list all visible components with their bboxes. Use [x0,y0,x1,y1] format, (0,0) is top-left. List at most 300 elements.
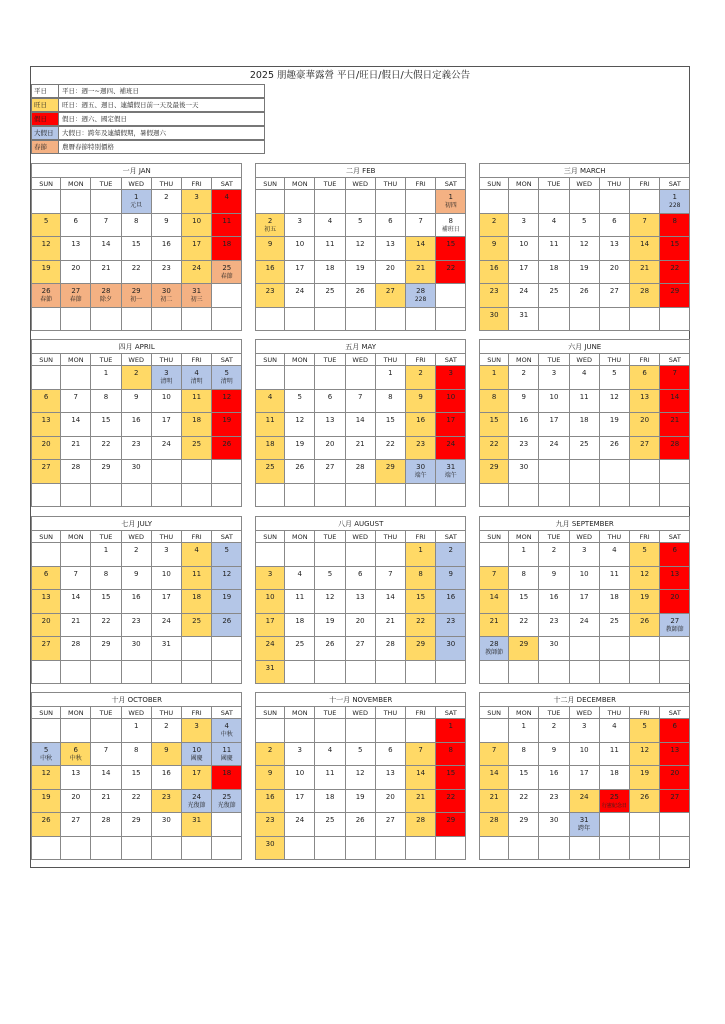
day-cell [91,614,121,638]
day-number: 18 [295,616,305,625]
day-number: 5 [357,745,363,754]
day-cell [660,543,690,567]
day-number: 26 [609,439,619,448]
day-cell [212,390,242,414]
empty-cell [509,837,539,861]
day-cell [91,790,121,814]
day-number: 9 [267,240,273,248]
day-cell [376,766,406,790]
day-number: 14 [71,416,81,424]
day-cell [376,637,406,661]
day-cell [122,284,152,308]
day-cell [600,590,630,614]
empty-cell [61,543,91,567]
day-cell [346,460,376,484]
empty-cell [346,719,376,743]
empty-cell [31,308,61,332]
day-cell [91,366,121,390]
day-cell [660,390,690,414]
day-cell [122,413,152,437]
day-cell [255,637,285,661]
day-number: 24 [295,287,305,295]
day-cell [122,766,152,790]
day-cell [570,567,600,591]
day-number: 27 [385,816,395,824]
day-number: 10 [161,569,171,578]
day-cell [182,284,212,308]
empty-cell [182,837,212,861]
day-cell [122,460,152,484]
weekday-header: THU [376,531,406,543]
day-cell [122,237,152,261]
month-title: 十一月 NOVEMBER [255,692,466,707]
day-number: 11 [549,240,559,248]
empty-cell [479,190,509,214]
day-cell [122,614,152,638]
day-number: 24 [549,439,559,448]
empty-cell [630,460,660,484]
day-number: 20 [385,263,395,272]
day-number: 30 [161,816,171,824]
day-number: 17 [192,769,202,777]
day-cell [182,813,212,837]
day-number: 24 [161,439,171,448]
day-cell [285,460,315,484]
day-number: 23 [416,439,426,448]
day-cell [509,614,539,638]
empty-cell [376,190,406,214]
day-cell [182,366,212,390]
day-number: 20 [41,616,51,625]
empty-cell [152,460,182,484]
day-cell [660,766,690,790]
day-number: 3 [521,216,527,225]
day-number: 11 [222,216,232,225]
day-cell [600,437,630,461]
day-cell [212,366,242,390]
day-number: 29 [446,816,456,824]
weekday-header: SUN [479,707,509,719]
day-note: 跨年 [578,825,591,832]
day-cell [285,261,315,285]
day-number: 28 [355,463,365,471]
day-cell [479,766,509,790]
day-cell [436,413,466,437]
day-cell [61,790,91,814]
day-cell [436,790,466,814]
day-cell [212,614,242,638]
day-cell [509,284,539,308]
day-cell [660,743,690,767]
day-number: 10 [295,769,305,777]
day-number: 8 [491,392,497,401]
empty-cell [255,719,285,743]
day-cell [630,366,660,390]
day-number: 16 [549,769,559,777]
day-cell [255,790,285,814]
day-number: 28 [640,287,650,295]
day-cell [436,437,466,461]
day-cell [255,413,285,437]
day-number: 8 [448,745,454,754]
day-cell [61,261,91,285]
day-number: 29 [101,463,111,471]
day-cell [479,567,509,591]
day-number: 7 [357,392,363,401]
weekday-header: FRI [406,178,436,190]
day-number: 24 [579,616,589,625]
day-cell [285,390,315,414]
day-number: 23 [131,439,141,448]
day-number: 13 [71,240,81,248]
day-cell [285,614,315,638]
day-cell [31,766,61,790]
day-number: 23 [161,792,171,801]
day-cell [315,813,345,837]
day-cell [285,743,315,767]
empty-cell [315,661,345,685]
empty-cell [346,661,376,685]
day-cell [539,719,569,743]
day-number: 11 [222,745,232,754]
day-number: 14 [416,769,426,777]
empty-cell [182,308,212,332]
day-number: 30 [131,463,141,471]
day-number: 9 [418,392,423,401]
weekday-header: TUE [91,178,121,190]
day-cell [152,284,182,308]
day-cell [509,719,539,743]
day-cell [479,214,509,238]
empty-cell [570,484,600,508]
empty-cell [315,190,345,214]
empty-cell [376,719,406,743]
day-cell [630,614,660,638]
day-cell [212,790,242,814]
empty-cell [600,661,630,685]
day-cell [122,813,152,837]
day-number: 15 [101,593,111,601]
day-number: 10 [161,392,171,401]
day-number: 14 [489,593,499,601]
day-number: 16 [549,593,559,601]
day-cell [406,413,436,437]
day-cell [31,743,61,767]
day-cell [660,284,690,308]
day-number: 20 [325,439,335,448]
day-number: 20 [41,439,51,448]
day-number: 28 [670,439,680,448]
day-cell [539,637,569,661]
day-number: 2 [551,546,557,554]
day-number: 28 [489,640,499,648]
day-cell [600,366,630,390]
day-cell [61,567,91,591]
day-number: 21 [71,439,81,448]
day-number: 15 [519,769,529,777]
empty-cell [436,661,466,685]
weekday-header: SAT [660,707,690,719]
day-number: 1 [133,722,139,730]
empty-cell [570,308,600,332]
day-cell [255,590,285,614]
empty-cell [31,190,61,214]
empty-cell [539,661,569,685]
day-cell [31,214,61,238]
empty-cell [660,813,690,837]
empty-cell [630,661,660,685]
weekday-header: WED [122,178,152,190]
day-cell [122,190,152,214]
day-cell [630,261,660,285]
day-number: 1 [448,193,454,201]
month-title: 九月 SEPTEMBER [479,516,690,531]
day-number: 12 [222,569,232,578]
weekday-header: MON [61,178,91,190]
day-number: 12 [640,745,650,754]
day-number: 7 [103,745,109,754]
day-cell [509,543,539,567]
day-number: 3 [581,546,587,554]
empty-cell [285,190,315,214]
day-number: 4 [612,546,617,554]
day-cell [182,390,212,414]
day-number: 30 [161,287,171,295]
weekday-header: FRI [630,707,660,719]
day-number: 2 [491,216,497,225]
empty-cell [600,837,630,861]
day-note: 春節 [220,272,233,280]
day-number: 17 [161,416,171,424]
day-number: 12 [355,240,365,248]
day-number: 15 [101,416,111,424]
day-number: 24 [295,816,305,824]
day-cell [376,590,406,614]
day-note: 初三 [190,296,203,303]
day-cell [315,284,345,308]
day-number: 23 [446,616,456,625]
weekday-header: THU [152,707,182,719]
day-number: 22 [385,439,395,448]
day-number: 6 [43,569,49,578]
day-number: 14 [385,593,395,601]
day-cell [509,214,539,238]
day-cell [315,437,345,461]
empty-cell [61,366,91,390]
day-cell [31,460,61,484]
day-number: 22 [489,439,499,448]
day-number: 10 [549,392,559,401]
day-number: 5 [642,722,647,730]
day-number: 22 [670,263,680,272]
calendar-sheet [30,66,690,868]
day-cell [255,437,285,461]
day-number: 17 [549,416,559,424]
day-cell [630,790,660,814]
weekday-header: SUN [31,707,61,719]
day-cell [509,437,539,461]
day-cell [346,766,376,790]
day-cell [346,813,376,837]
day-number: 9 [267,769,273,777]
day-number: 16 [489,263,499,272]
day-cell [376,743,406,767]
empty-cell [509,484,539,508]
day-number: 3 [297,216,303,225]
day-number: 4 [327,216,333,225]
day-cell [660,413,690,437]
day-cell [436,261,466,285]
day-cell [255,567,285,591]
day-number: 20 [355,616,365,625]
day-cell [630,437,660,461]
day-cell [31,614,61,638]
day-cell [570,437,600,461]
empty-cell [61,719,91,743]
day-cell [212,590,242,614]
day-cell [436,543,466,567]
empty-cell [285,543,315,567]
day-cell [212,567,242,591]
day-cell [660,790,690,814]
day-cell [255,661,285,685]
day-number: 8 [521,745,527,754]
day-number: 29 [519,816,529,824]
day-note: 清明 [160,378,173,385]
day-number: 11 [325,240,335,248]
day-number: 10 [192,745,202,754]
day-cell [61,237,91,261]
empty-cell [376,543,406,567]
day-cell [406,567,436,591]
day-number: 25 [265,463,275,471]
day-number: 21 [101,792,111,801]
day-cell [600,214,630,238]
day-number: 8 [133,745,139,754]
day-cell [479,413,509,437]
month-title: 六月 JUNE [479,339,690,354]
empty-cell [315,543,345,567]
empty-cell [182,661,212,685]
empty-cell [406,190,436,214]
day-number: 13 [41,593,51,601]
day-number: 24 [161,616,171,625]
day-cell [315,743,345,767]
day-cell [406,214,436,238]
day-cell [61,413,91,437]
day-number: 16 [446,593,456,601]
day-number: 28 [71,463,81,471]
day-cell [436,590,466,614]
day-number: 6 [388,216,393,225]
empty-cell [346,366,376,390]
day-note: 春節 [69,296,82,303]
empty-cell [346,837,376,861]
day-cell [182,790,212,814]
day-cell [152,261,182,285]
empty-cell [570,190,600,214]
day-cell [509,413,539,437]
day-number: 30 [446,640,456,648]
day-note: 補班日 [441,225,460,233]
weekday-header: SAT [436,178,466,190]
day-number: 8 [103,569,109,578]
day-cell [346,284,376,308]
day-number: 2 [164,193,169,201]
day-cell [285,813,315,837]
day-number: 8 [521,569,527,578]
empty-cell [479,543,509,567]
weekday-header: TUE [539,178,569,190]
day-cell [91,743,121,767]
day-cell [182,437,212,461]
empty-cell [479,661,509,685]
day-number: 19 [579,263,589,272]
day-cell [285,284,315,308]
day-number: 12 [640,569,650,578]
day-number: 16 [161,240,171,248]
day-cell [406,460,436,484]
empty-cell [285,837,315,861]
month-title: 一月 JAN [31,163,242,178]
day-cell [346,413,376,437]
day-cell [152,543,182,567]
day-cell [31,813,61,837]
weekday-header: SUN [255,354,285,366]
weekday-header: THU [152,354,182,366]
empty-cell [406,661,436,685]
day-cell [600,719,630,743]
day-cell [509,390,539,414]
day-cell [255,214,285,238]
day-number: 21 [385,616,395,625]
day-cell [600,766,630,790]
weekday-header: TUE [315,531,345,543]
day-cell [31,261,61,285]
empty-cell [406,484,436,508]
day-cell [660,567,690,591]
weekday-header: FRI [182,531,212,543]
day-cell [285,590,315,614]
day-cell [539,284,569,308]
weekday-header: FRI [406,531,436,543]
day-number: 8 [103,392,109,401]
day-cell [406,284,436,308]
day-number: 31 [192,287,202,295]
empty-cell [61,190,91,214]
weekday-header: THU [376,178,406,190]
day-cell [570,366,600,390]
day-cell [285,790,315,814]
day-number: 4 [551,216,557,225]
day-cell [346,743,376,767]
weekday-header: TUE [91,531,121,543]
day-number: 20 [670,593,680,601]
empty-cell [255,190,285,214]
day-number: 27 [385,287,395,295]
day-number: 7 [388,569,393,578]
weekday-header: MON [509,531,539,543]
weekday-header: THU [600,354,630,366]
day-cell [376,614,406,638]
day-number: 29 [101,640,111,648]
empty-cell [212,284,242,308]
day-cell [91,237,121,261]
empty-cell [152,484,182,508]
weekday-header: SUN [479,178,509,190]
day-note: 教師節 [665,625,684,633]
empty-cell [315,366,345,390]
